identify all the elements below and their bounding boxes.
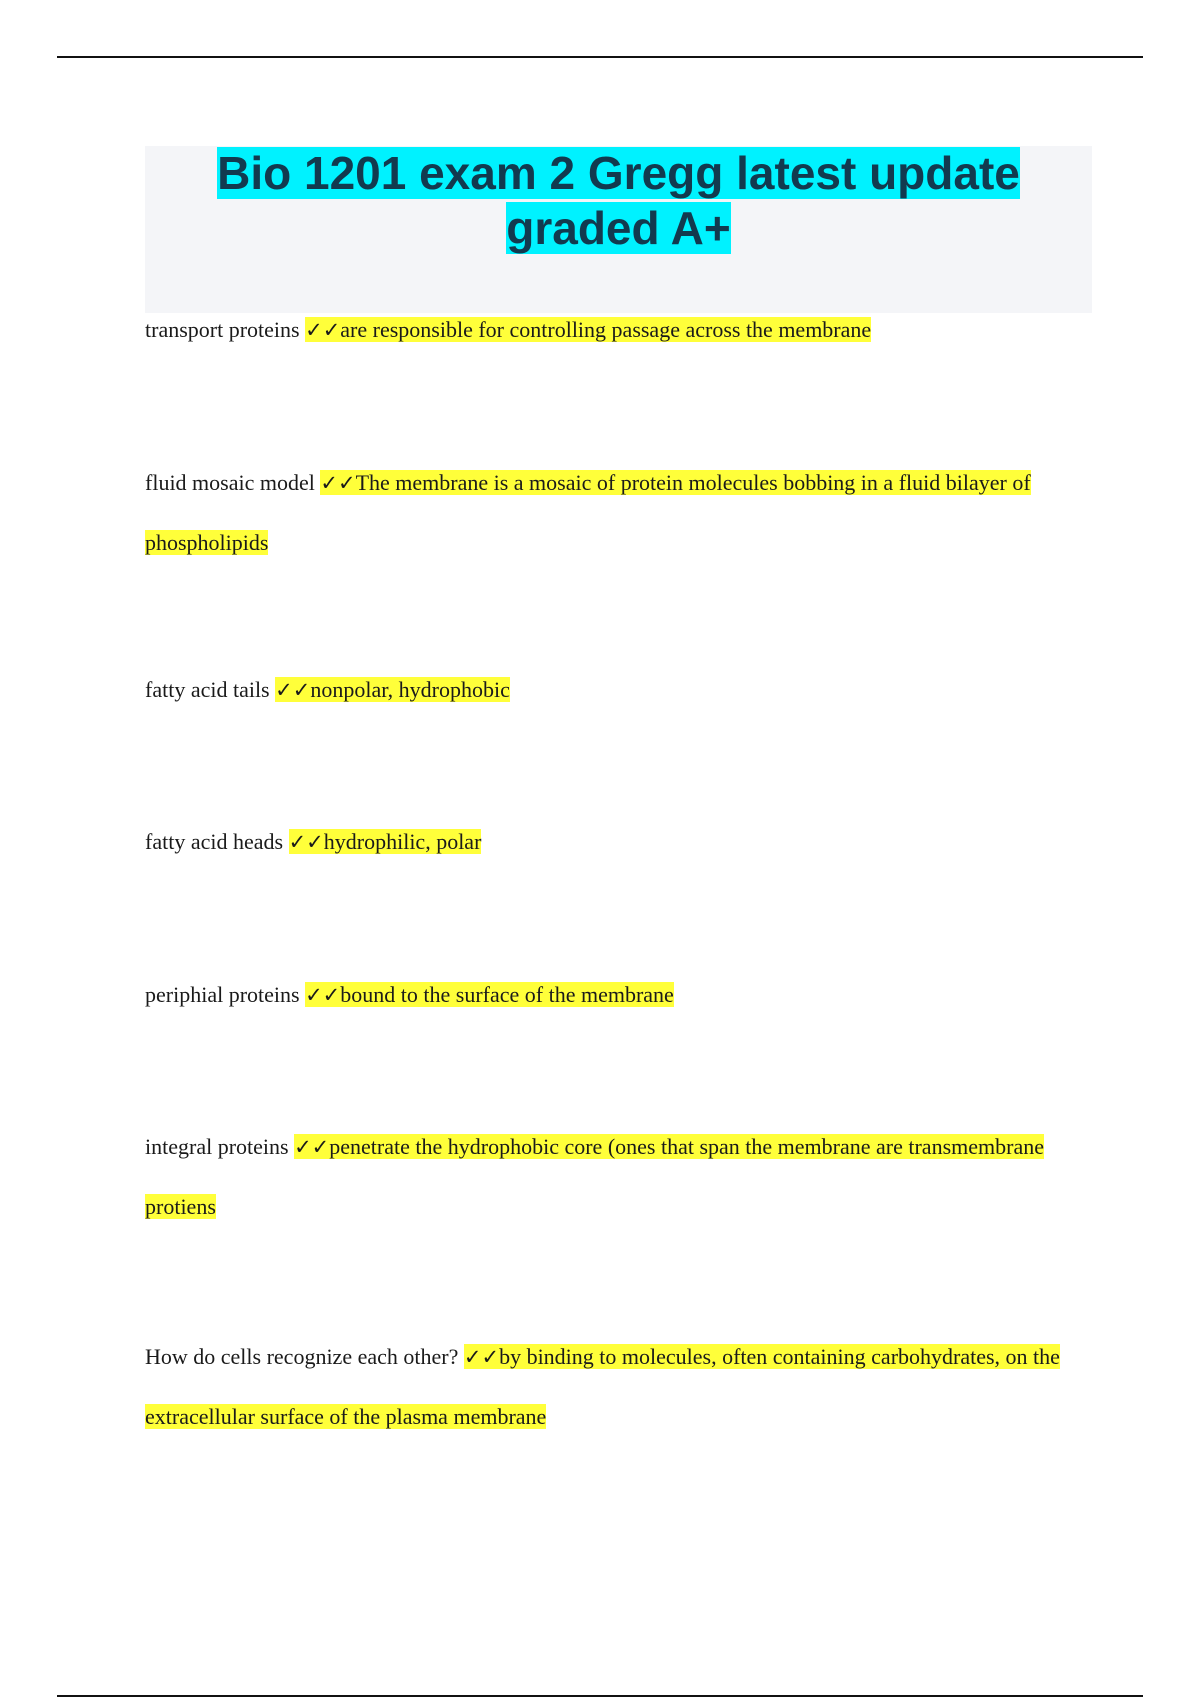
answer-text: penetrate the hydrophobic core (ones that span the membrane are transmembrane protiens <box>145 1134 1044 1219</box>
question-term: fluid mosaic model <box>145 470 315 495</box>
double-check-icon: ✓✓ <box>305 983 341 1007</box>
title-line-2: graded A+ <box>506 202 731 254</box>
question-term: fatty acid tails <box>145 677 270 702</box>
title-block <box>145 146 1092 313</box>
double-check-icon: ✓✓ <box>305 318 341 342</box>
double-check-icon: ✓✓ <box>294 1135 330 1159</box>
question-term: How do cells recognize each other? <box>145 1344 459 1369</box>
answer-highlight <box>305 317 871 342</box>
answer-highlight <box>305 982 674 1007</box>
answer-text: hydrophilic, polar <box>323 829 482 854</box>
title-line-1: Bio 1201 exam 2 Gregg latest update <box>217 147 1020 199</box>
answer-text: The membrane is a mosaic of protein molecules bobbing in a fluid bilayer of phospholipids <box>145 470 1031 555</box>
qa-item <box>145 453 1095 573</box>
qa-item <box>145 660 1095 720</box>
qa-item <box>145 1117 1095 1237</box>
answer-text: bound to the surface of the membrane <box>340 982 674 1007</box>
qa-item <box>145 300 1095 360</box>
question-term: fatty acid heads <box>145 829 284 854</box>
question-term: transport proteins <box>145 317 300 342</box>
document-title <box>145 146 1092 256</box>
double-check-icon: ✓✓ <box>275 678 311 702</box>
double-check-icon: ✓✓ <box>463 1345 500 1369</box>
qa-item <box>145 812 1095 872</box>
qa-item <box>145 1327 1095 1447</box>
double-check-icon: ✓✓ <box>320 471 356 495</box>
double-check-icon: ✓✓ <box>288 830 324 854</box>
question-term: periphial proteins <box>145 982 300 1007</box>
answer-text: are responsible for controlling passage across the membrane <box>340 317 872 342</box>
question-term: integral proteins <box>145 1134 289 1159</box>
qa-item <box>145 965 1095 1025</box>
answer-highlight <box>289 829 482 854</box>
answer-highlight <box>275 677 510 702</box>
answer-text: by binding to molecules, often containing carbohydrates, on the extracellular surface of the plasma membrane <box>145 1344 1060 1429</box>
answer-text: nonpolar, hydrophobic <box>310 677 510 702</box>
bottom-rule <box>57 1695 1143 1697</box>
top-rule <box>57 56 1143 58</box>
